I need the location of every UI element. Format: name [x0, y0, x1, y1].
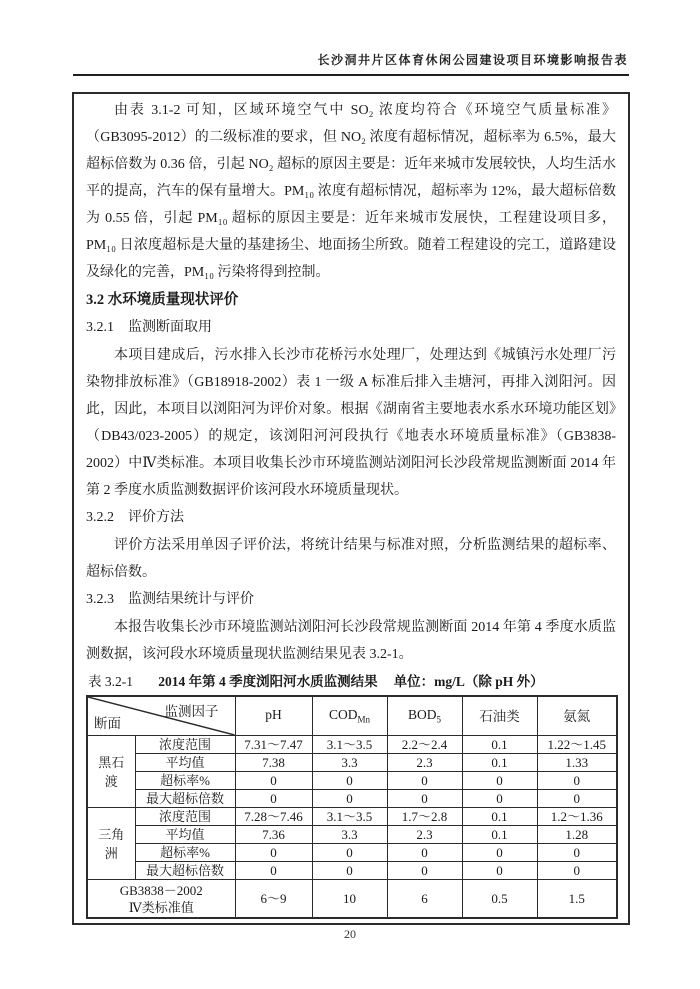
- heading-3-2-1: 3.2.1 监测断面取用: [86, 320, 212, 335]
- table-row-standard: [87, 880, 617, 919]
- cell: 0.5: [462, 880, 537, 919]
- cell: 0: [387, 862, 462, 880]
- cell: 0: [235, 862, 312, 880]
- row-label: 浓度范围: [135, 808, 235, 826]
- cell: 7.38: [235, 754, 312, 772]
- table-caption-center: [158, 674, 543, 689]
- column-header-bod5: $BOD_5$: [387, 696, 462, 736]
- table-row: [87, 862, 617, 880]
- corner-label-section: 断面: [94, 716, 121, 731]
- table-row: [87, 826, 617, 844]
- cell: 0: [537, 862, 617, 880]
- water-quality-table: [86, 695, 618, 919]
- cell: 1.33: [537, 754, 617, 772]
- content-box: [72, 92, 630, 925]
- cell: 0: [235, 790, 312, 808]
- page-header: [72, 51, 628, 68]
- row-label: 浓度范围: [135, 736, 235, 754]
- cell: 3.3: [312, 754, 387, 772]
- cell: 0.1: [462, 754, 537, 772]
- cell: 0: [537, 844, 617, 862]
- cell: 0: [537, 772, 617, 790]
- standard-label-line1: GB3838－2002: [119, 882, 203, 898]
- column-header-ph: pH: [235, 696, 312, 736]
- row-label: 超标率%: [135, 844, 235, 862]
- column-header-petroleum: 石油类: [462, 696, 537, 736]
- cell: 0: [537, 790, 617, 808]
- cell: 1.5: [537, 880, 617, 919]
- cell: 0: [235, 772, 312, 790]
- cell: 3.1～3.5: [312, 736, 387, 754]
- cell: 6: [387, 880, 462, 919]
- header-divider: [73, 74, 629, 76]
- cell: 0: [387, 772, 462, 790]
- cell: 0: [312, 772, 387, 790]
- cell: 6～9: [235, 880, 312, 919]
- cell: 7.28～7.46: [235, 808, 312, 826]
- table-row: [87, 808, 617, 826]
- paragraph-air-quality: 由表 3.1-2 可知，区域环境空气中 SO₂ 浓度均符合《环境空气质量标准》（GB3095-2012）的二级标准的要求，但 NO₂ 浓度有超标情况，超标率为 6.5%，最大超标倍数为 0.36 倍，引起 NO₂ 超标的原因主要是：近年来城市发展较快，人均生活水平的提高，汽车的保有量增大。PM₁₀ 浓度有超标情况，超标率为 12%，最大超标倍数为 0.55 倍，引起 PM₁₀ 超标的原因主要是：近年来城市发展快，工程建设项目多，PM₁₀ 日浓度超标是大量的基建扬尘、地面扬尘所致。随着工程建设的完工，道路建设及绿化的完善，PM₁₀ 污染将得到控制。: [86, 103, 616, 280]
- heading-3-2-3: 3.2.3 监测结果统计与评价: [86, 592, 254, 607]
- row-label: 平均值: [135, 826, 235, 844]
- cell: 0: [387, 790, 462, 808]
- corner-label-factor: 监测因子: [164, 704, 219, 719]
- table-header-row: [87, 696, 617, 736]
- header-title: 长沙洞井片区体育休闲公园建设项目环境影响报告表: [317, 53, 628, 67]
- table-caption-unit: 单位：mg/L（除 pH 外）: [393, 674, 544, 689]
- table-caption-label: 表 3.2-1: [88, 674, 133, 689]
- page-number: 20: [344, 927, 356, 941]
- table-row: [87, 790, 617, 808]
- table-caption: [86, 668, 616, 695]
- cell: 0: [235, 844, 312, 862]
- table-caption-title: 2014 年第 4 季度浏阳河水质监测结果: [158, 674, 378, 689]
- column-header-ammonia: 氨氮: [537, 696, 617, 736]
- standard-label-cell: [87, 880, 235, 919]
- row-label: 最大超标倍数: [135, 790, 235, 808]
- cell: 0: [462, 862, 537, 880]
- cell: 2.3: [387, 754, 462, 772]
- heading-3-2-2: 3.2.2 评价方法: [86, 510, 184, 525]
- cell: 10: [312, 880, 387, 919]
- cell: 0: [462, 790, 537, 808]
- paragraph-evaluation-method: 评价方法采用单因子评价法，将统计结果与标准对照，分析监测结果的超标率、超标倍数。: [86, 538, 616, 580]
- cell: 0.1: [462, 736, 537, 754]
- cell: 0: [462, 844, 537, 862]
- row-label: 最大超标倍数: [135, 862, 235, 880]
- table-corner-cell: [87, 696, 235, 736]
- cell: 0: [312, 790, 387, 808]
- row-label: 超标率%: [135, 772, 235, 790]
- cell: 1.28: [537, 826, 617, 844]
- cell: 7.31～7.47: [235, 736, 312, 754]
- heading-3-2: 3.2 水环境质量现状评价: [86, 292, 239, 308]
- table-row: [87, 844, 617, 862]
- cell: 3.3: [312, 826, 387, 844]
- row-label: 平均值: [135, 754, 235, 772]
- cell: 1.7～2.8: [387, 808, 462, 826]
- cell: 2.2～2.4: [387, 736, 462, 754]
- paragraph-monitoring-results: 本报告收集长沙市环境监测站浏阳河长沙段常规监测断面 2014 年第 4 季度水质监测数据，该河段水环境质量现状监测结果见表 3.2-1。: [86, 620, 616, 662]
- section-name-sanjiaozhou: 三角洲: [87, 808, 135, 880]
- table-row: [87, 754, 617, 772]
- cell: 7.36: [235, 826, 312, 844]
- paragraph-monitoring-section: 本项目建成后，污水排入长沙市花桥污水处理厂，处理达到《城镇污水处理厂污染物排放标准》（GB18918-2002）表 1 一级 A 标准后排入圭塘河，再排入浏阳河。因此，因此，本项目以浏阳河为评价对象。根据《湖南省主要地表水系水环境功能区划》（DB43/023-2005）的规定，该浏阳河河段执行《地表水环境质量标准》（GB3838-2002）中Ⅳ类标准。本项目收集长沙市环境监测站浏阳河长沙段常规监测断面 2014 年第 2 季度水质监测数据评价该河段水环境质量现状。: [86, 348, 616, 498]
- cell: 0: [387, 844, 462, 862]
- cell: 1.22～1.45: [537, 736, 617, 754]
- cell: 0: [312, 844, 387, 862]
- cell: 0: [462, 772, 537, 790]
- cell: 0: [312, 862, 387, 880]
- column-header-codmn: $COD_{Mn}$: [312, 696, 387, 736]
- section-name-heishidu: 黑石渡: [87, 736, 135, 808]
- cell: 2.3: [387, 826, 462, 844]
- table-row: [87, 772, 617, 790]
- cell: 0.1: [462, 808, 537, 826]
- standard-label-line2: Ⅳ类标准值: [128, 899, 194, 915]
- cell: 3.1～3.5: [312, 808, 387, 826]
- cell: 1.2～1.36: [537, 808, 617, 826]
- table-row: [87, 736, 617, 754]
- cell: 0.1: [462, 826, 537, 844]
